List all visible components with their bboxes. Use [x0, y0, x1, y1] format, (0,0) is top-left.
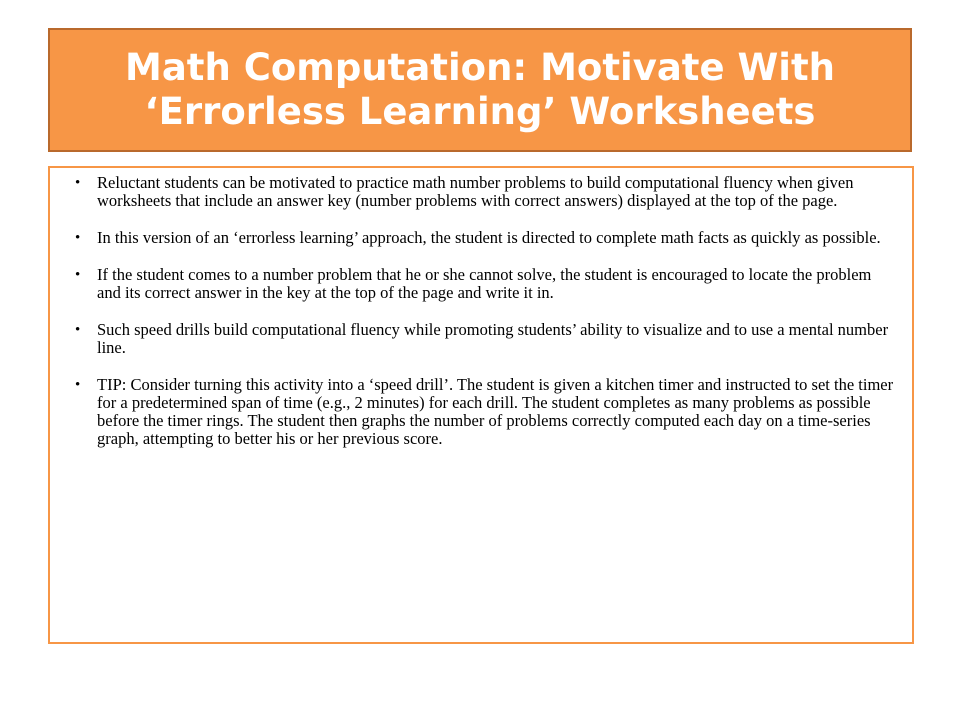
bullet-text: In this version of an ‘errorless learning’ approach, the student is directed to complete math facts as quickly as possible.	[97, 228, 881, 247]
bullet-list	[70, 174, 894, 448]
content-panel	[48, 166, 914, 644]
bullet-text: If the student comes to a number problem that he or she cannot solve, the student is encouraged to locate the problem and its correct answer in the key at the top of the page and write it in.	[97, 265, 872, 302]
bullet-icon: •	[75, 267, 81, 283]
title-banner	[48, 28, 912, 152]
bullet-item	[70, 376, 894, 448]
bullet-icon: •	[75, 175, 81, 191]
bullet-text: Such speed drills build computational fluency while promoting students’ ability to visualize and to use a mental number line.	[97, 320, 889, 357]
bullet-item	[70, 174, 894, 210]
bullet-text: TIP: Consider turning this activity into a ‘speed drill’. The student is given a kitchen timer and instructed to set the timer for a predetermined span of time (e.g., 2 minutes) for each drill. The student completes as many problems as possible before the timer rings. The student then graphs the number of problems correctly computed each day on a time-series graph, attempting to better his or her previous score.	[97, 375, 894, 448]
slide-title: Math Computation: Motivate With ‘Errorless Learning’ Worksheets	[125, 46, 835, 133]
bullet-icon: •	[75, 322, 81, 338]
bullet-icon: •	[75, 230, 81, 246]
bullet-item	[70, 321, 894, 357]
bullet-text: Reluctant students can be motivated to practice math number problems to build computational fluency when given worksheets that include an answer key (number problems with correct answers) displayed at the top of the page.	[97, 173, 854, 210]
bullet-item	[70, 266, 894, 302]
bullet-item	[70, 229, 894, 247]
bullet-icon: •	[75, 377, 81, 393]
